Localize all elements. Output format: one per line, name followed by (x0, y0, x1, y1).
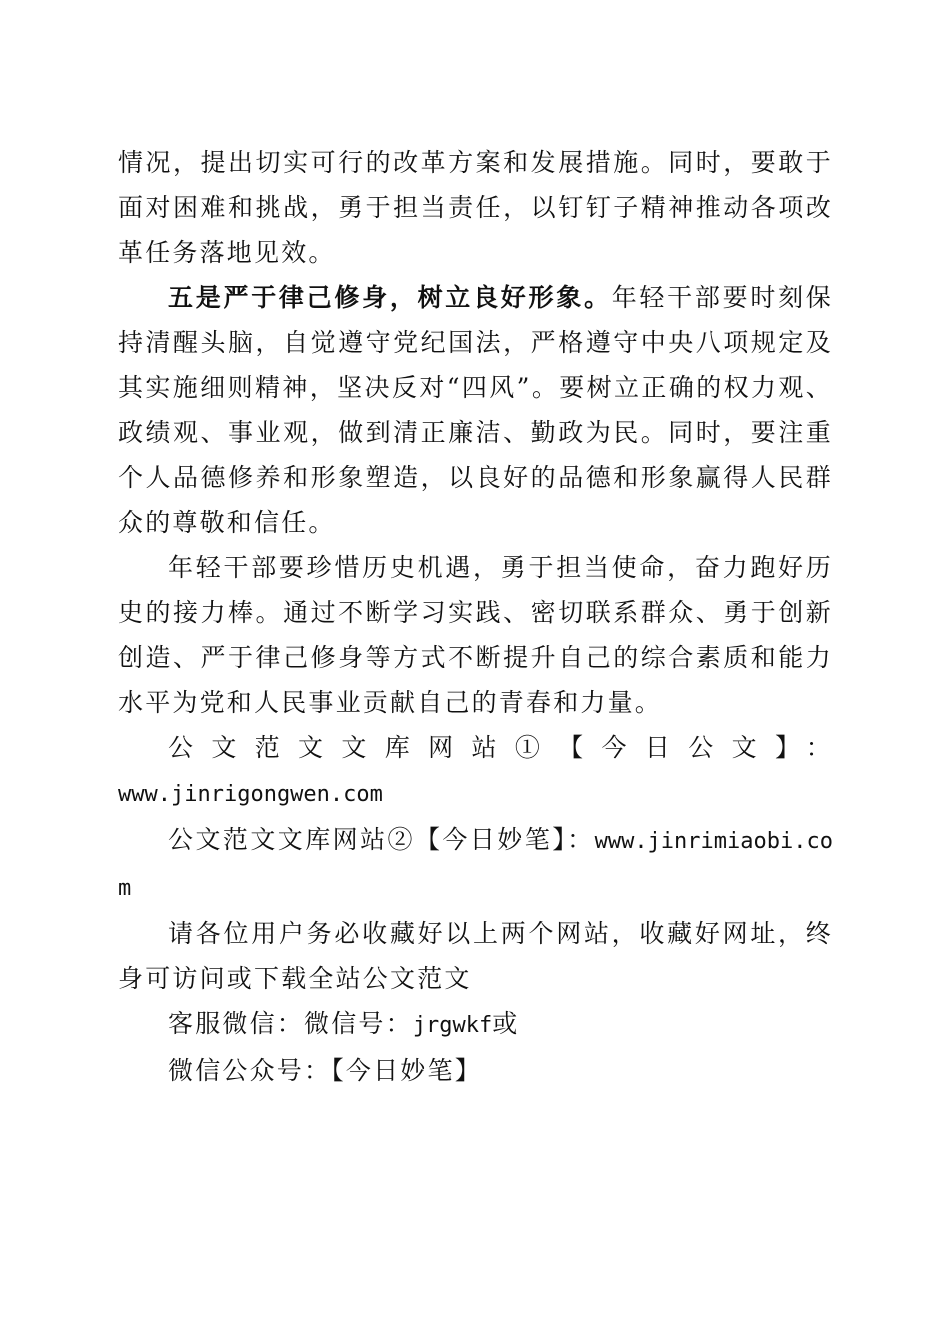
site-one-label: 公文范文文库网站①【今日公文】： (168, 733, 833, 762)
paragraph-body: 年轻干部要时刻保持清醒头脑，自觉遵守党纪国法，严格遵守中央八项规定及其实施细则精神，坚决反对“四风”。要树立正确的权力观、政绩观、事业观，做到清正廉洁、勤政为民。同时，要注重个人品德修养和形象塑造，以良好的品德和形象赢得人民群众的尊敬和信任。 (118, 283, 833, 537)
customer-service-or: 或 (492, 1009, 520, 1038)
paragraph-point-five (118, 275, 833, 545)
paragraph-continuation: 情况，提出切实可行的改革方案和发展措施。同时，要敢于面对困难和挑战，勇于担当责任，以钉钉子精神推动各项改革任务落地见效。 (118, 148, 833, 267)
bookmark-notice: 请各位用户务必收藏好以上两个网站，收藏好网址，终身可访问或下载全站公文范文 (118, 919, 833, 993)
customer-service-line (118, 1001, 833, 1048)
official-account-line: 微信公众号：【今日妙笔】 (168, 1056, 482, 1085)
site-two-line (118, 817, 833, 911)
paragraph-conclusion: 年轻干部要珍惜历史机遇，勇于担当使命，奋力跑好历史的接力棒。通过不断学习实践、密切联系群众、勇于创新创造、严于律己修身等方式不断提升自己的综合素质和能力水平为党和人民事业贡献自己的青春和力量。 (118, 553, 833, 717)
customer-service-label: 客服微信：微信号： (168, 1009, 413, 1038)
site-two-link[interactable]: www.jinrimiaobi.com (118, 829, 833, 901)
customer-service-id: jrgwkf (412, 1013, 493, 1038)
site-one-link[interactable]: www.jinrigongwen.com (118, 782, 383, 807)
paragraph-heading: 五是严于律己修身，树立良好形象。 (168, 283, 612, 312)
site-one-url[interactable] (118, 770, 833, 817)
document-page (118, 140, 833, 1093)
site-two-label: 公文范文文库网站②【今日妙笔】： (168, 825, 595, 854)
